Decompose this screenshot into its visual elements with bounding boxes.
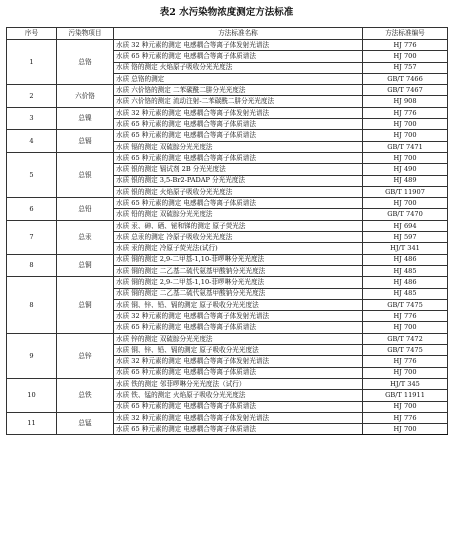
method-name-cell: 水质 铜的测定 2,9-二甲基-1,10-菲啰啉分光光度法 [114,277,363,288]
serial-number-cell: 1 [7,40,57,85]
method-name-cell: 水质 32 种元素的测定 电感耦合等离子体发射光谱法 [114,311,363,322]
pollutant-item-cell: 总铜 [57,254,114,277]
serial-number-cell: 2 [7,85,57,108]
method-name-cell: 水质 铜、锌、铅、镉的测定 原子吸收分光光度法 [114,299,363,310]
pollutant-item-cell: 总锰 [57,412,114,435]
table-header [7,28,448,40]
method-code-cell: GB/T 7475 [363,345,448,356]
method-code-cell: HJ 485 [363,288,448,299]
table-row [7,412,448,423]
method-name-cell: 水质 六价铬的测定 流动注射-二苯碳酰二肼分光光度法 [114,96,363,107]
method-name-cell: 水质 银的测定 3,5-Br2-PADAP 分光光度法 [114,175,363,186]
method-name-cell: 水质 65 种元素的测定 电感耦合等离子体质谱法 [114,152,363,163]
method-code-cell: GB/T 7467 [363,85,448,96]
method-code-cell: GB/T 7471 [363,141,448,152]
pollutant-item-cell: 总镍 [57,107,114,130]
table-row [7,130,448,141]
serial-number-cell: 10 [7,378,57,412]
method-code-cell: HJ 490 [363,164,448,175]
table-row [7,378,448,389]
method-code-cell: GB/T 11907 [363,186,448,197]
method-name-cell: 水质 65 种元素的测定 电感耦合等离子体质谱法 [114,130,363,141]
method-code-cell: HJ 776 [363,107,448,118]
pollutant-item-cell: 总铅 [57,198,114,221]
method-name-cell: 水质 32 种元素的测定 电感耦合等离子体发射光谱法 [114,412,363,423]
pollutant-item-cell: 总铁 [57,378,114,412]
pollutant-item-cell: 六价铬 [57,85,114,108]
method-code-cell: HJ 700 [363,51,448,62]
method-name-cell: 水质 32 种元素的测定 电感耦合等离子体发射光谱法 [114,107,363,118]
serial-number-cell: 8 [7,254,57,277]
method-name-cell: 水质 铁、锰的测定 火焰原子吸收分光光度法 [114,390,363,401]
method-code-cell: HJ 486 [363,254,448,265]
method-name-cell: 水质 银的测定 镉试剂 2B 分光光度法 [114,164,363,175]
method-name-cell: 水质 总汞的测定 冷原子吸收分光光度法 [114,232,363,243]
table-row [7,152,448,163]
serial-number-cell: 3 [7,107,57,130]
method-name-cell: 水质 铅的测定 双硫腙分光光度法 [114,209,363,220]
header-serial-no: 序号 [7,28,57,40]
method-name-cell: 水质 镉的测定 双硫腙分光光度法 [114,141,363,152]
serial-number-cell: 9 [7,333,57,378]
method-code-cell: HJ 757 [363,62,448,73]
pollutant-item-cell: 总锌 [57,333,114,378]
table-row [7,107,448,118]
method-name-cell: 水质 65 种元素的测定 电感耦合等离子体质谱法 [114,51,363,62]
standards-table [6,27,448,435]
method-name-cell: 水质 65 种元素的测定 电感耦合等离子体质谱法 [114,401,363,412]
method-code-cell: HJ 700 [363,401,448,412]
method-name-cell: 水质 铜的测定 二乙基二硫代氨基甲酸钠分光光度法 [114,288,363,299]
method-name-cell: 水质 65 种元素的测定 电感耦合等离子体质谱法 [114,322,363,333]
method-code-cell: HJ 908 [363,96,448,107]
method-code-cell: GB/T 7475 [363,299,448,310]
method-code-cell: HJ 597 [363,232,448,243]
pollutant-item-cell: 总铜 [57,277,114,333]
table-body [7,40,448,435]
method-code-cell: HJ 776 [363,311,448,322]
method-name-cell: 水质 铜、锌、铅、镉的测定 原子吸收分光光度法 [114,345,363,356]
method-code-cell: HJ 700 [363,152,448,163]
method-code-cell: HJ 700 [363,198,448,209]
method-code-cell: GB/T 7472 [363,333,448,344]
method-name-cell: 水质 65 种元素的测定 电感耦合等离子体质谱法 [114,424,363,435]
method-name-cell: 水质 银的测定 火焰原子吸收分光光度法 [114,186,363,197]
method-code-cell: HJ/T 341 [363,243,448,254]
table-row [7,220,448,231]
method-code-cell: HJ 776 [363,356,448,367]
pollutant-item-cell: 总铬 [57,40,114,85]
pollutant-item-cell: 总银 [57,152,114,197]
method-name-cell: 水质 32 种元素的测定 电感耦合等离子体发射光谱法 [114,356,363,367]
method-name-cell: 水质 汞的测定 冷原子荧光法(试行) [114,243,363,254]
header-method-code: 方法标准编号 [363,28,448,40]
serial-number-cell: 4 [7,130,57,153]
table-row [7,277,448,288]
method-code-cell: HJ 489 [363,175,448,186]
header-pollutant-item: 污染物项目 [57,28,114,40]
method-name-cell: 水质 锌的测定 双硫腙分光光度法 [114,333,363,344]
method-name-cell: 水质 65 种元素的测定 电感耦合等离子体质谱法 [114,198,363,209]
method-code-cell: HJ 700 [363,130,448,141]
method-name-cell: 水质 铜的测定 2,9-二甲基-1,10-菲啰啉分光光度法 [114,254,363,265]
method-code-cell: HJ 694 [363,220,448,231]
table-caption: 表2 水污染物浓度测定方法标准 [159,7,294,18]
method-code-cell: HJ 700 [363,119,448,130]
table-row [7,40,448,51]
header-method-name: 方法标准名称 [114,28,363,40]
table-row [7,85,448,96]
table-row [7,198,448,209]
method-name-cell: 水质 六价铬的测定 二苯碳酰二肼分光光度法 [114,85,363,96]
method-name-cell: 水质 铬的测定 火焰原子吸收分光光度法 [114,62,363,73]
method-code-cell: HJ 776 [363,412,448,423]
serial-number-cell: 11 [7,412,57,435]
method-code-cell: HJ 776 [363,40,448,51]
method-code-cell: HJ 700 [363,424,448,435]
serial-number-cell: 5 [7,152,57,197]
table-row [7,254,448,265]
method-name-cell: 水质 65 种元素的测定 电感耦合等离子体质谱法 [114,119,363,130]
serial-number-cell: 8 [7,277,57,333]
method-name-cell: 水质 总铬的测定 [114,73,363,84]
method-code-cell: GB/T 7470 [363,209,448,220]
method-name-cell: 水质 铜的测定 二乙基二硫代氨基甲酸钠分光光度法 [114,265,363,276]
method-code-cell: GB/T 7466 [363,73,448,84]
method-name-cell: 水质 汞、砷、硒、铋和锑的测定 原子荧光法 [114,220,363,231]
method-name-cell: 水质 32 种元素的测定 电感耦合等离子体发射光谱法 [114,40,363,51]
method-code-cell: HJ 486 [363,277,448,288]
method-code-cell: HJ/T 345 [363,378,448,389]
method-code-cell: GB/T 11911 [363,390,448,401]
serial-number-cell: 6 [7,198,57,221]
pollutant-item-cell: 总镉 [57,130,114,153]
table-row [7,333,448,344]
serial-number-cell: 7 [7,220,57,254]
method-name-cell: 水质 65 种元素的测定 电感耦合等离子体质谱法 [114,367,363,378]
method-code-cell: HJ 485 [363,265,448,276]
method-name-cell: 水质 铁的测定 邻菲啰啉分光光度法（试行） [114,378,363,389]
method-code-cell: HJ 700 [363,322,448,333]
method-code-cell: HJ 700 [363,367,448,378]
pollutant-item-cell: 总汞 [57,220,114,254]
